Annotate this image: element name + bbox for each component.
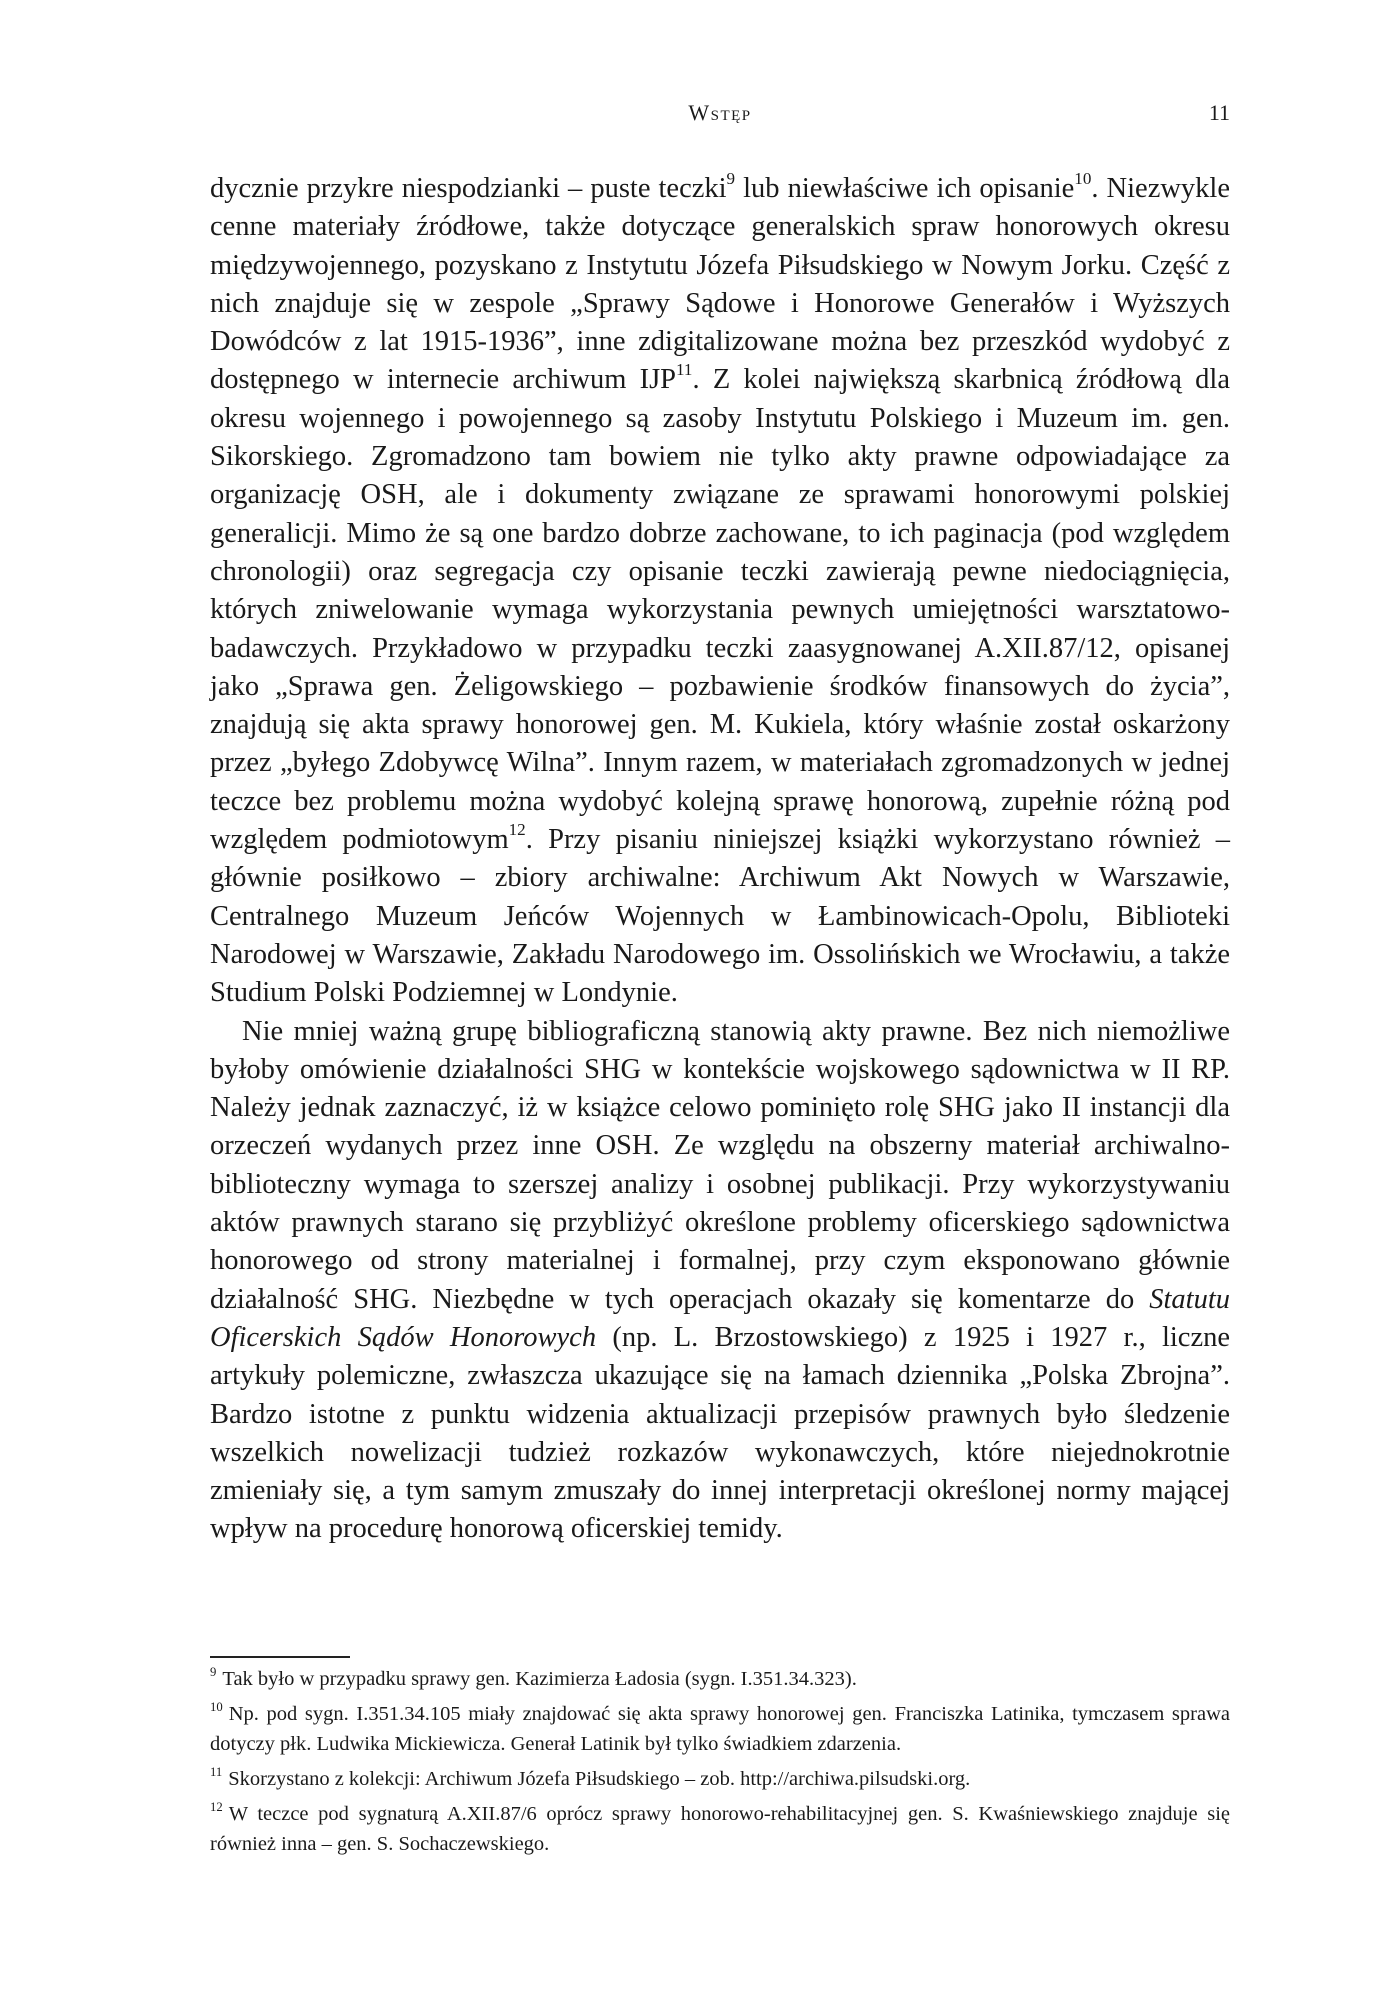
paragraph-1-text-e: . Przy pisaniu niniejszej książki wykorzystano również – głównie posiłkowo – zbiory archiwalne: Archiwum Akt Nowych w Warszawie, Centralnego Muzeum Jeńców Wojennych w Łambinowicach-Opolu, Biblioteki Narodowej w Warszawie, Zakładu Narodowego im. Ossolińskich we Wrocławiu, a także Studium Polski Podziemnej w Londynie. — [210, 824, 1230, 1009]
footnote-text: Skorzystano z kolekcji: Archiwum Józefa Piłsudskiego – zob. http://archiwa.pilsudski.org. — [228, 1768, 971, 1790]
footnote-ref-12[interactable]: 12 — [508, 820, 526, 840]
footnote-11 — [210, 1764, 1230, 1794]
running-head — [210, 100, 1230, 136]
paragraph-2-text-a: Nie mniej ważną grupę bibliograficzną stanowią akty prawne. Bez nich niemożliwe byłoby omówienie działalności SHG w kontekście wojskowego sądownictwa w II RP. Należy jednak zaznaczyć, iż w książce celowo pominięto rolę SHG jako II instancji dla orzeczeń wydanych przez inne OSH. Ze względu na obszerny materiał archiwalno-biblioteczny wymaga to szerszej analizy i osobnej publikacji. Przy wykorzystywaniu aktów prawnych starano się przybliżyć określone problemy oficerskiego sądownictwa honorowego od strony materialnej i formalnej, przy czym eksponowano głównie działalność SHG. Niezbędne w tych operacjach okazały się komentarze do — [210, 1015, 1230, 1315]
paragraph-2 — [210, 1013, 1230, 1549]
paragraph-1-text-a: dycznie przykre niespodzianki – puste teczki — [210, 173, 727, 204]
footnote-divider — [210, 1656, 350, 1658]
footnote-text: Np. pod sygn. I.351.34.105 miały znajdować się akta sprawy honorowej gen. Franciszka Latinika, tymczasem sprawa dotyczy płk. Ludwika Mickiewicza. Generał Latinik był tylko świadkiem zdarzenia. — [210, 1703, 1230, 1755]
body-text — [210, 170, 1230, 1549]
footnote-number: 9 — [210, 1665, 217, 1680]
paragraph-2-text-b: (np. L. Brzostowskiego) z 1925 i 1927 r., liczne artykuły polemiczne, zwłaszcza ukazujące się na łamach dziennika „Polska Zbrojna”. Bardzo istotne z punktu widzenia aktualizacji przepisów prawnych było śledzenie wszelkich nowelizacji tudzież rozkazów wykonawczych, które niejednokrotnie zmieniały się, a tym samym zmuszały do innej interpretacji określonej normy mającej wpływ na procedurę honorową oficerskiej temidy. — [210, 1321, 1230, 1545]
footnote-10 — [210, 1699, 1230, 1759]
running-title: Wstęp — [688, 100, 752, 125]
footnote-ref-11[interactable]: 11 — [676, 360, 693, 380]
paragraph-1 — [210, 170, 1230, 1013]
paragraph-1-text-c: . Niezwykle cenne materiały źródłowe, także dotyczące generalskich spraw honorowych okresu międzywojennego, pozyskano z Instytutu Józefa Piłsudskiego w Nowym Jorku. Część z nich znajduje się w zespole „Sprawy Sądowe i Honorowe Generałów i Wyższych Dowódców z lat 1915-1936”, inne zdigitalizowane można bez przeszkód wydobyć z dostępnego w internecie archiwum IJP — [210, 173, 1230, 396]
footnote-number: 10 — [210, 1700, 223, 1715]
footnote-text: Tak było w przypadku sprawy gen. Kazimierza Ładosia (sygn. I.351.34.323). — [222, 1668, 857, 1690]
paragraph-1-text-d: . Z kolei największą skarbnicą źródłową dla okresu wojennego i powojennego są zasoby Instytutu Polskiego i Muzeum im. gen. Sikorskiego. Zgromadzono tam bowiem nie tylko akty prawne odpowiadające za organizację OSH, ale i dokumenty związane ze sprawami honorowymi polskiej generalicji. Mimo że są one bardzo dobrze zachowane, to ich paginacja (pod względem chronologii) oraz segregacja czy opisanie teczki zawierają pewne niedociągnięcia, których zniwelowanie wymaga wykorzystania pewnych umiejętności warsztatowo-badawczych. Przykładowo w przypadku teczki zaasygnowanej A.XII.87/12, opisanej jako „Sprawa gen. Żeligowskiego – pozbawienie środków finansowych do życia”, znajdują się akta sprawy honorowej gen. M. Kukiela, który właśnie został oskarżony przez „byłego Zdobywcę Wilna”. Innym razem, w materiałach zgromadzonych w jednej teczce bez problemu można wydobyć kolejną sprawę honorową, zupełnie różną pod względem podmiotowym — [210, 364, 1231, 856]
footnote-text: W teczce pod sygnaturą A.XII.87/6 oprócz sprawy honorowo-rehabilitacyjnej gen. S. Kwaśniewskiego znajduje się również inna – gen. S. Sochaczewskiego. — [210, 1803, 1230, 1855]
statute-title-italic: Statutu Oficerskich Sądów Honorowych — [210, 1283, 1230, 1353]
footnote-12 — [210, 1799, 1230, 1859]
footnotes — [210, 1664, 1230, 1864]
page-number: 11 — [1208, 100, 1230, 125]
footnote-ref-10[interactable]: 10 — [1074, 169, 1092, 189]
paragraph-1-text-b: lub niewłaściwe ich opisanie — [735, 173, 1075, 204]
footnote-number: 12 — [210, 1800, 223, 1815]
footnote-ref-9[interactable]: 9 — [726, 169, 736, 189]
footnote-9 — [210, 1664, 1230, 1694]
footnote-number: 11 — [210, 1765, 223, 1780]
